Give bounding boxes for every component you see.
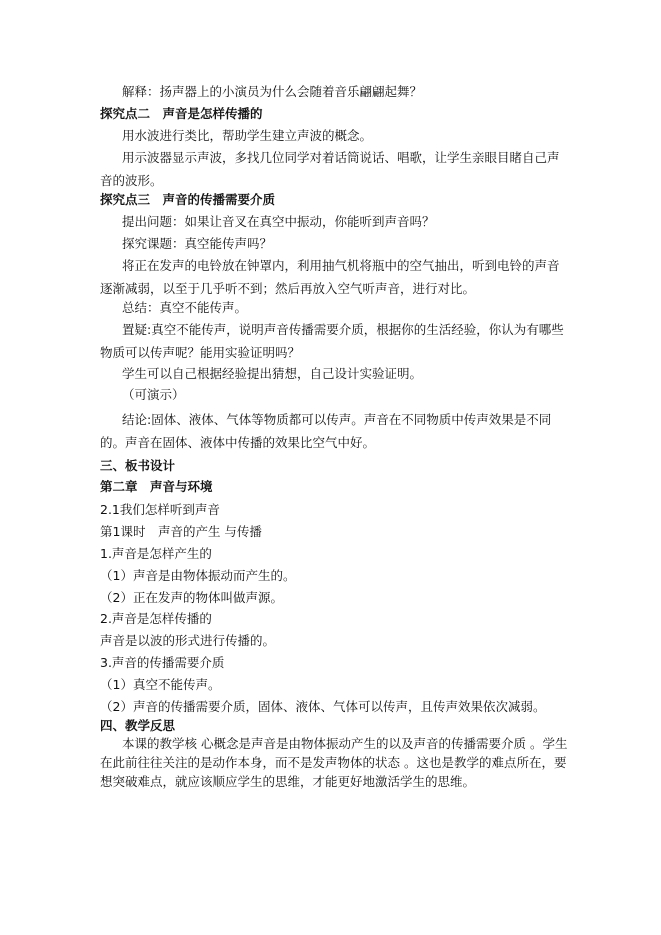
paragraph-oscilloscope: 用示波器显示声波，多找几位同学对着话筒说话、唱歌，让学生亲眼目睹自己声音的波形。 [100,150,560,188]
board-line-10: （2）声音的传播需要介质，固体、液体、气体可以传声，且传声效果依次减弱。 [100,699,546,714]
board-line-3: 1.声音是怎样产生的 [100,546,212,561]
question-line: 提出问题：如果让音叉在真空中振动，你能听到声音吗？ [122,214,435,229]
board-line-4: （1）声音是由物体振动而产生的。 [100,568,296,583]
section-heading-2: 探究点二 声音是怎样传播的 [100,106,263,121]
topic-line: 探究课题：真空能传声吗？ [122,236,273,251]
section-heading-reflection: 四、教学反思 [100,718,176,733]
board-line-2: 第1课时 声音的产生 与传播 [100,524,262,539]
board-line-8: 3.声音的传播需要介质 [100,655,225,670]
summary-line: 总结：真空不能传声。 [122,300,248,315]
explanation-line: 解释：扬声器上的小演员为什么会随着音乐翩翩起舞？ [122,84,423,99]
paragraph-reflection: 本课的教学核 心概念是声音是由物体振动产生的以及声音的传播需要介质 。学生在此前往往关注的是动作本身，而不是发声物体的状态 。这也是教学的难点所在，要想突破难点，就应该顺应学生的思维，才能更好地激活学生的思维。 [100,736,568,789]
paragraph-water-wave: 用水波进行类比，帮助学生建立声波的概念。 [122,128,373,143]
section-heading-board: 三、板书设计 [100,458,176,473]
demo-note: （可演示） [122,387,185,402]
paragraph-bell-jar: 将正在发声的电铃放在钟罩内，利用抽气机将瓶中的空气抽出，听到电铃的声音逐渐减弱，以至于几乎听不到；然后再放入空气听声音，进行对比。 [100,258,560,296]
section-heading-3: 探究点三 声音的传播需要介质 [100,192,276,207]
paragraph-question: 置疑:真空不能传声，说明声音传播需要介质，根据你的生活经验，你认为有哪些物质可以传声呢？能用实验证明吗？ [100,322,564,360]
board-line-6: 2.声音是怎样传播的 [100,611,212,626]
chapter-heading: 第二章 声音与环境 [100,479,213,494]
board-line-5: （2）正在发声的物体叫做声源。 [100,590,283,605]
paragraph-conclusion: 结论:固体、液体、气体等物质都可以传声。声音在不同物质中传声效果是不同的。声音在固体、液体中传播的效果比空气中好。 [100,412,552,450]
board-line-7: 声音是以波的形式进行传播的。 [100,633,276,648]
board-line-1: 2.1我们怎样听到声音 [100,502,220,517]
student-guess-line: 学生可以自己根据经验提出猜想，自己设计实验证明。 [122,366,423,381]
board-line-9: （1）真空不能传声。 [100,677,221,692]
